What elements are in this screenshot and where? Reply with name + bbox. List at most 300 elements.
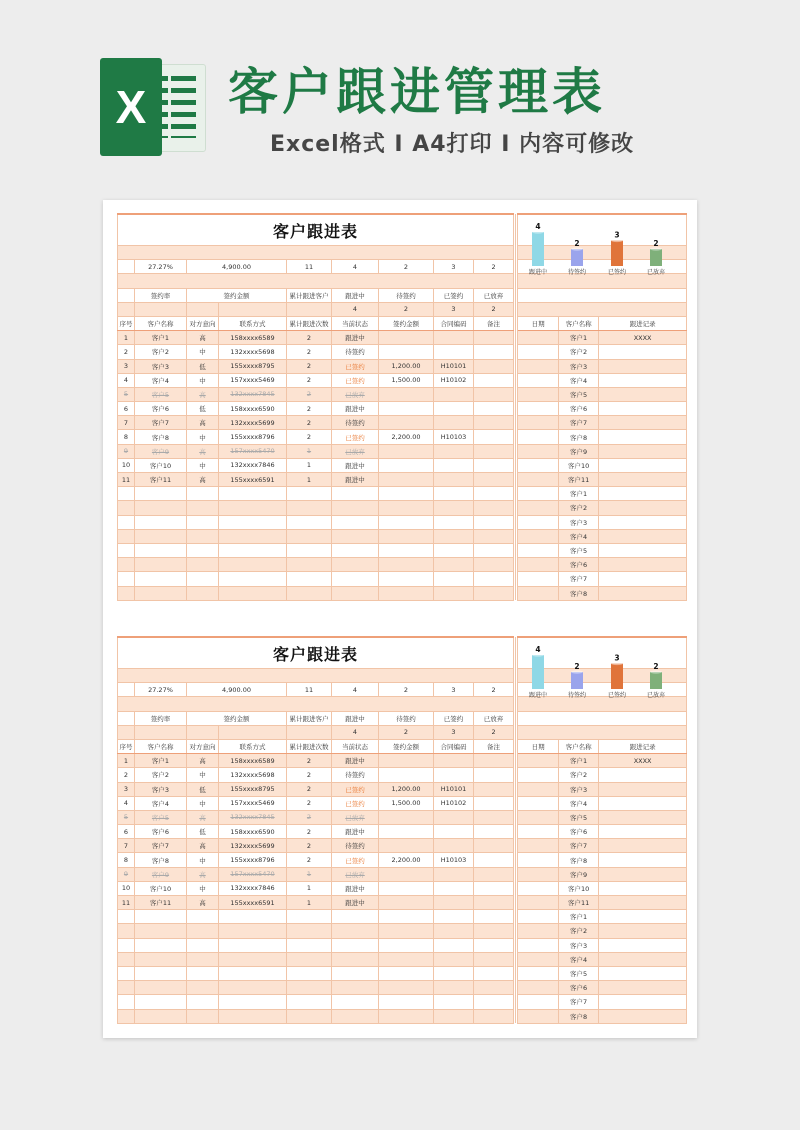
empty-cell[interactable] xyxy=(219,1009,287,1023)
record-date[interactable] xyxy=(518,995,559,1009)
table-row[interactable] xyxy=(118,402,687,416)
signing-amount[interactable] xyxy=(379,754,434,768)
record-customer[interactable]: 客户10 xyxy=(559,881,599,895)
contract-code[interactable]: H10102 xyxy=(434,373,474,387)
signing-rate-value[interactable]: 27.27% xyxy=(135,260,187,274)
follow-up-times[interactable]: 2 xyxy=(287,331,332,345)
current-status[interactable]: 已放弃 xyxy=(332,387,379,401)
empty-cell[interactable] xyxy=(379,487,434,501)
customer-phone[interactable]: 132xxxx7845 xyxy=(219,387,287,401)
column-header[interactable]: 跟进记录 xyxy=(599,739,687,753)
empty-cell[interactable] xyxy=(135,952,187,966)
record-text[interactable] xyxy=(599,1009,687,1023)
record-customer[interactable]: 客户2 xyxy=(559,501,599,515)
empty-cell[interactable] xyxy=(332,966,379,980)
record-text[interactable] xyxy=(599,796,687,810)
current-status[interactable]: 已放弃 xyxy=(332,867,379,881)
row-number[interactable]: 2 xyxy=(118,345,135,359)
record-date[interactable] xyxy=(518,768,559,782)
column-header[interactable]: 对方意向 xyxy=(187,316,219,330)
signing-amount[interactable] xyxy=(379,331,434,345)
signing-amount[interactable] xyxy=(379,345,434,359)
empty-cell[interactable] xyxy=(135,487,187,501)
record-customer[interactable]: 客户1 xyxy=(559,487,599,501)
empty-cell[interactable] xyxy=(118,487,135,501)
customer-phone[interactable]: 155xxxx8796 xyxy=(219,430,287,444)
follow-up-times[interactable]: 2 xyxy=(287,416,332,430)
record-text[interactable]: XXXX xyxy=(599,754,687,768)
chart-area-cell[interactable] xyxy=(518,288,687,302)
signing-amount[interactable] xyxy=(379,458,434,472)
customer-phone[interactable]: 157xxxx5469 xyxy=(219,796,287,810)
signing-amount[interactable] xyxy=(379,402,434,416)
empty-cell[interactable] xyxy=(332,558,379,572)
record-date[interactable] xyxy=(518,543,559,557)
customer-intent[interactable]: 中 xyxy=(187,881,219,895)
current-status[interactable]: 已放弃 xyxy=(332,810,379,824)
customer-phone[interactable]: 132xxxx5699 xyxy=(219,839,287,853)
record-text[interactable] xyxy=(599,373,687,387)
follow-up-times[interactable]: 2 xyxy=(287,402,332,416)
customer-name[interactable]: 客户7 xyxy=(135,416,187,430)
record-customer[interactable]: 客户5 xyxy=(559,810,599,824)
table-row[interactable] xyxy=(118,458,687,472)
record-date[interactable] xyxy=(518,501,559,515)
record-customer[interactable]: 客户4 xyxy=(559,373,599,387)
empty-cell[interactable] xyxy=(219,572,287,586)
customer-name[interactable]: 客户5 xyxy=(135,387,187,401)
current-status[interactable]: 跟进中 xyxy=(332,473,379,487)
column-header[interactable]: 当前状态 xyxy=(332,316,379,330)
table-row[interactable] xyxy=(118,881,687,895)
column-header[interactable]: 签约金额 xyxy=(379,316,434,330)
contract-code[interactable]: H10101 xyxy=(434,782,474,796)
column-header[interactable]: 联系方式 xyxy=(219,739,287,753)
record-customer[interactable]: 客户8 xyxy=(559,430,599,444)
record-text[interactable] xyxy=(599,473,687,487)
record-date[interactable] xyxy=(518,515,559,529)
record-text[interactable] xyxy=(599,924,687,938)
follow-up-times[interactable]: 2 xyxy=(287,430,332,444)
empty-cell[interactable] xyxy=(118,952,135,966)
empty-cell[interactable] xyxy=(287,543,332,557)
empty-cell[interactable] xyxy=(332,981,379,995)
record-text[interactable] xyxy=(599,938,687,952)
empty-cell[interactable] xyxy=(219,543,287,557)
empty-cell[interactable] xyxy=(332,586,379,600)
signing-rate-label[interactable]: 签约率 xyxy=(135,288,187,302)
remark[interactable] xyxy=(474,387,514,401)
current-status[interactable]: 已签约 xyxy=(332,782,379,796)
abandoned-count-value[interactable]: 2 xyxy=(474,683,514,697)
cumulative-customers-value[interactable]: 11 xyxy=(287,683,332,697)
following-label[interactable]: 跟进中 xyxy=(332,711,379,725)
cumulative-customers-label[interactable]: 累计跟进客户 xyxy=(287,288,332,302)
empty-cell[interactable] xyxy=(474,515,514,529)
row-number[interactable]: 1 xyxy=(118,754,135,768)
status-count-cell[interactable]: 3 xyxy=(434,302,474,316)
record-text[interactable] xyxy=(599,995,687,1009)
table-row[interactable] xyxy=(118,867,687,881)
record-customer[interactable]: 客户11 xyxy=(559,473,599,487)
empty-cell[interactable] xyxy=(474,966,514,980)
table-row[interactable] xyxy=(118,359,687,373)
record-date[interactable] xyxy=(518,430,559,444)
table-row[interactable] xyxy=(118,586,687,600)
empty-cell[interactable] xyxy=(118,572,135,586)
empty-cell[interactable] xyxy=(287,966,332,980)
record-text[interactable] xyxy=(599,896,687,910)
follow-up-times[interactable]: 2 xyxy=(287,359,332,373)
record-text[interactable] xyxy=(599,881,687,895)
empty-cell[interactable] xyxy=(379,981,434,995)
record-text[interactable] xyxy=(599,839,687,853)
follow-up-times[interactable]: 2 xyxy=(287,825,332,839)
table-row[interactable] xyxy=(118,754,687,768)
column-header[interactable]: 对方意向 xyxy=(187,739,219,753)
remark[interactable] xyxy=(474,796,514,810)
empty-cell[interactable] xyxy=(434,995,474,1009)
remark[interactable] xyxy=(474,331,514,345)
empty-cell[interactable] xyxy=(474,572,514,586)
empty-cell[interactable] xyxy=(135,572,187,586)
signing-amount[interactable] xyxy=(379,768,434,782)
empty-cell[interactable] xyxy=(434,558,474,572)
empty-cell[interactable] xyxy=(287,529,332,543)
follow-up-times[interactable]: 1 xyxy=(287,881,332,895)
customer-name[interactable]: 客户8 xyxy=(135,853,187,867)
record-text[interactable] xyxy=(599,430,687,444)
column-header[interactable]: 累计跟进次数 xyxy=(287,739,332,753)
customer-name[interactable]: 客户1 xyxy=(135,331,187,345)
customer-name[interactable]: 客户9 xyxy=(135,444,187,458)
record-date[interactable] xyxy=(518,881,559,895)
empty-cell[interactable] xyxy=(187,995,219,1009)
record-customer[interactable]: 客户8 xyxy=(559,853,599,867)
record-text[interactable] xyxy=(599,810,687,824)
remark[interactable] xyxy=(474,825,514,839)
signing-amount[interactable] xyxy=(379,444,434,458)
empty-cell[interactable] xyxy=(187,487,219,501)
empty-cell[interactable] xyxy=(135,543,187,557)
table-row[interactable] xyxy=(118,529,687,543)
row-number[interactable]: 2 xyxy=(118,768,135,782)
signing-amount[interactable]: 1,200.00 xyxy=(379,359,434,373)
remark[interactable] xyxy=(474,853,514,867)
customer-name[interactable]: 客户7 xyxy=(135,839,187,853)
contract-code[interactable]: H10103 xyxy=(434,430,474,444)
current-status[interactable]: 待签约 xyxy=(332,839,379,853)
signing-rate-label[interactable]: 签约率 xyxy=(135,711,187,725)
customer-phone[interactable]: 157xxxx5469 xyxy=(219,373,287,387)
empty-cell[interactable] xyxy=(434,572,474,586)
empty-cell[interactable] xyxy=(434,529,474,543)
empty-cell[interactable] xyxy=(219,487,287,501)
record-date[interactable] xyxy=(518,1009,559,1023)
cell[interactable] xyxy=(118,683,135,697)
record-date[interactable] xyxy=(518,853,559,867)
empty-cell[interactable] xyxy=(287,938,332,952)
record-text[interactable] xyxy=(599,402,687,416)
cell[interactable] xyxy=(135,302,187,316)
signing-amount[interactable] xyxy=(379,473,434,487)
column-header[interactable]: 合同编码 xyxy=(434,739,474,753)
remark[interactable] xyxy=(474,345,514,359)
table-row[interactable] xyxy=(118,487,687,501)
table-row[interactable] xyxy=(118,572,687,586)
status-count-cell[interactable]: 2 xyxy=(474,302,514,316)
table-row[interactable] xyxy=(118,924,687,938)
empty-cell[interactable] xyxy=(332,924,379,938)
current-status[interactable]: 跟进中 xyxy=(332,896,379,910)
row-number[interactable]: 9 xyxy=(118,444,135,458)
record-date[interactable] xyxy=(518,867,559,881)
remark[interactable] xyxy=(474,881,514,895)
empty-cell[interactable] xyxy=(332,995,379,1009)
customer-phone[interactable]: 157xxxx5470 xyxy=(219,867,287,881)
record-customer[interactable]: 客户3 xyxy=(559,359,599,373)
empty-cell[interactable] xyxy=(474,558,514,572)
empty-cell[interactable] xyxy=(219,938,287,952)
follow-up-times[interactable]: 1 xyxy=(287,473,332,487)
empty-cell[interactable] xyxy=(219,910,287,924)
column-header[interactable]: 跟进记录 xyxy=(599,316,687,330)
record-customer[interactable]: 客户1 xyxy=(559,910,599,924)
empty-cell[interactable] xyxy=(118,910,135,924)
empty-cell[interactable] xyxy=(474,543,514,557)
remark[interactable] xyxy=(474,768,514,782)
table-row[interactable] xyxy=(118,896,687,910)
remark[interactable] xyxy=(474,458,514,472)
contract-code[interactable] xyxy=(434,867,474,881)
customer-phone[interactable]: 157xxxx5470 xyxy=(219,444,287,458)
empty-cell[interactable] xyxy=(219,966,287,980)
table-row[interactable] xyxy=(118,444,687,458)
customer-intent[interactable]: 高 xyxy=(187,839,219,853)
signing-amount[interactable]: 2,200.00 xyxy=(379,430,434,444)
empty-cell[interactable] xyxy=(434,487,474,501)
record-date[interactable] xyxy=(518,782,559,796)
record-customer[interactable]: 客户4 xyxy=(559,952,599,966)
contract-code[interactable] xyxy=(434,754,474,768)
table-row[interactable] xyxy=(118,938,687,952)
customer-name[interactable]: 客户11 xyxy=(135,473,187,487)
empty-cell[interactable] xyxy=(219,586,287,600)
record-text[interactable] xyxy=(599,572,687,586)
customer-name[interactable]: 客户3 xyxy=(135,782,187,796)
abandoned-label[interactable]: 已放弃 xyxy=(474,711,514,725)
band-cell[interactable] xyxy=(518,302,687,316)
contract-code[interactable] xyxy=(434,839,474,853)
customer-intent[interactable]: 中 xyxy=(187,345,219,359)
empty-cell[interactable] xyxy=(187,558,219,572)
signing-amount[interactable] xyxy=(379,810,434,824)
record-text[interactable] xyxy=(599,359,687,373)
empty-cell[interactable] xyxy=(434,501,474,515)
customer-name[interactable]: 客户4 xyxy=(135,373,187,387)
empty-cell[interactable] xyxy=(434,515,474,529)
signing-amount[interactable] xyxy=(379,416,434,430)
contract-code[interactable] xyxy=(434,387,474,401)
record-date[interactable] xyxy=(518,572,559,586)
customer-intent[interactable]: 高 xyxy=(187,444,219,458)
customer-intent[interactable]: 低 xyxy=(187,782,219,796)
empty-cell[interactable] xyxy=(219,529,287,543)
follow-up-times[interactable]: 1 xyxy=(287,896,332,910)
table-row[interactable] xyxy=(118,430,687,444)
contract-code[interactable] xyxy=(434,416,474,430)
customer-phone[interactable]: 132xxxx5699 xyxy=(219,416,287,430)
empty-cell[interactable] xyxy=(379,529,434,543)
empty-cell[interactable] xyxy=(219,995,287,1009)
customer-phone[interactable]: 155xxxx8795 xyxy=(219,782,287,796)
record-text[interactable] xyxy=(599,586,687,600)
table-row[interactable] xyxy=(118,543,687,557)
empty-cell[interactable] xyxy=(118,543,135,557)
empty-cell[interactable] xyxy=(287,981,332,995)
cell[interactable] xyxy=(219,725,287,739)
status-count-cell[interactable]: 2 xyxy=(474,725,514,739)
record-date[interactable] xyxy=(518,910,559,924)
follow-up-times[interactable]: 2 xyxy=(287,387,332,401)
record-text[interactable] xyxy=(599,952,687,966)
remark[interactable] xyxy=(474,473,514,487)
customer-name[interactable]: 客户9 xyxy=(135,867,187,881)
empty-cell[interactable] xyxy=(474,924,514,938)
record-date[interactable] xyxy=(518,938,559,952)
signing-amount[interactable]: 1,500.00 xyxy=(379,373,434,387)
record-customer[interactable]: 客户6 xyxy=(559,402,599,416)
row-number[interactable]: 8 xyxy=(118,853,135,867)
current-status[interactable]: 跟进中 xyxy=(332,881,379,895)
customer-phone[interactable]: 155xxxx6591 xyxy=(219,896,287,910)
empty-cell[interactable] xyxy=(118,966,135,980)
empty-cell[interactable] xyxy=(219,515,287,529)
record-date[interactable] xyxy=(518,825,559,839)
customer-phone[interactable]: 158xxxx6589 xyxy=(219,331,287,345)
status-count-cell[interactable]: 4 xyxy=(332,725,379,739)
record-customer[interactable]: 客户1 xyxy=(559,331,599,345)
current-status[interactable]: 跟进中 xyxy=(332,825,379,839)
customer-phone[interactable]: 155xxxx8795 xyxy=(219,359,287,373)
record-customer[interactable]: 客户5 xyxy=(559,543,599,557)
empty-cell[interactable] xyxy=(332,1009,379,1023)
record-date[interactable] xyxy=(518,487,559,501)
remark[interactable] xyxy=(474,810,514,824)
row-number[interactable]: 7 xyxy=(118,839,135,853)
signing-amount-label[interactable]: 签约金额 xyxy=(187,711,287,725)
signing-amount[interactable] xyxy=(379,896,434,910)
band-cell[interactable] xyxy=(118,669,514,683)
current-status[interactable]: 跟进中 xyxy=(332,458,379,472)
follow-up-times[interactable]: 2 xyxy=(287,768,332,782)
current-status[interactable]: 跟进中 xyxy=(332,754,379,768)
contract-code[interactable] xyxy=(434,402,474,416)
empty-cell[interactable] xyxy=(287,572,332,586)
abandoned-label[interactable]: 已放弃 xyxy=(474,288,514,302)
empty-cell[interactable] xyxy=(474,938,514,952)
record-customer[interactable]: 客户7 xyxy=(559,572,599,586)
empty-cell[interactable] xyxy=(219,924,287,938)
table-row[interactable] xyxy=(118,387,687,401)
cell[interactable] xyxy=(287,302,332,316)
empty-cell[interactable] xyxy=(287,487,332,501)
empty-cell[interactable] xyxy=(135,981,187,995)
record-customer[interactable]: 客户9 xyxy=(559,444,599,458)
pending-count-value[interactable]: 2 xyxy=(379,683,434,697)
customer-intent[interactable]: 低 xyxy=(187,402,219,416)
record-text[interactable] xyxy=(599,487,687,501)
column-header[interactable]: 联系方式 xyxy=(219,316,287,330)
empty-cell[interactable] xyxy=(287,924,332,938)
customer-name[interactable]: 客户11 xyxy=(135,896,187,910)
follow-up-times[interactable]: 2 xyxy=(287,853,332,867)
empty-cell[interactable] xyxy=(332,952,379,966)
row-number[interactable]: 3 xyxy=(118,782,135,796)
customer-intent[interactable]: 低 xyxy=(187,359,219,373)
empty-cell[interactable] xyxy=(379,515,434,529)
pending-count-value[interactable]: 2 xyxy=(379,260,434,274)
abandoned-count-value[interactable]: 2 xyxy=(474,260,514,274)
customer-intent[interactable]: 高 xyxy=(187,754,219,768)
contract-code[interactable] xyxy=(434,896,474,910)
signing-rate-value[interactable]: 27.27% xyxy=(135,683,187,697)
empty-cell[interactable] xyxy=(379,995,434,1009)
empty-cell[interactable] xyxy=(219,952,287,966)
empty-cell[interactable] xyxy=(379,543,434,557)
column-header[interactable]: 序号 xyxy=(118,739,135,753)
record-date[interactable] xyxy=(518,373,559,387)
empty-cell[interactable] xyxy=(332,572,379,586)
column-header[interactable]: 客户名称 xyxy=(135,739,187,753)
record-customer[interactable]: 客户2 xyxy=(559,924,599,938)
customer-phone[interactable]: 132xxxx7846 xyxy=(219,881,287,895)
record-customer[interactable]: 客户2 xyxy=(559,768,599,782)
customer-intent[interactable]: 高 xyxy=(187,387,219,401)
empty-cell[interactable] xyxy=(219,501,287,515)
table-row[interactable] xyxy=(118,373,687,387)
record-text[interactable] xyxy=(599,416,687,430)
status-count-cell[interactable]: 2 xyxy=(379,725,434,739)
remark[interactable] xyxy=(474,444,514,458)
column-header[interactable]: 序号 xyxy=(118,316,135,330)
record-customer[interactable]: 客户6 xyxy=(559,558,599,572)
signed-count-value[interactable]: 3 xyxy=(434,260,474,274)
cell[interactable] xyxy=(118,302,135,316)
pending-label[interactable]: 待签约 xyxy=(379,288,434,302)
empty-cell[interactable] xyxy=(187,501,219,515)
empty-cell[interactable] xyxy=(474,529,514,543)
empty-cell[interactable] xyxy=(474,1009,514,1023)
customer-name[interactable]: 客户2 xyxy=(135,345,187,359)
contract-code[interactable]: H10101 xyxy=(434,359,474,373)
empty-cell[interactable] xyxy=(434,543,474,557)
record-customer[interactable]: 客户8 xyxy=(559,1009,599,1023)
record-customer[interactable]: 客户1 xyxy=(559,754,599,768)
empty-cell[interactable] xyxy=(187,543,219,557)
empty-cell[interactable] xyxy=(379,924,434,938)
customer-intent[interactable]: 中 xyxy=(187,373,219,387)
follow-up-times[interactable]: 1 xyxy=(287,444,332,458)
customer-name[interactable]: 客户8 xyxy=(135,430,187,444)
record-customer[interactable]: 客户8 xyxy=(559,586,599,600)
empty-cell[interactable] xyxy=(332,487,379,501)
table-row[interactable] xyxy=(118,853,687,867)
empty-cell[interactable] xyxy=(379,501,434,515)
status-count-cell[interactable]: 4 xyxy=(332,302,379,316)
empty-cell[interactable] xyxy=(135,1009,187,1023)
contract-code[interactable] xyxy=(434,768,474,782)
